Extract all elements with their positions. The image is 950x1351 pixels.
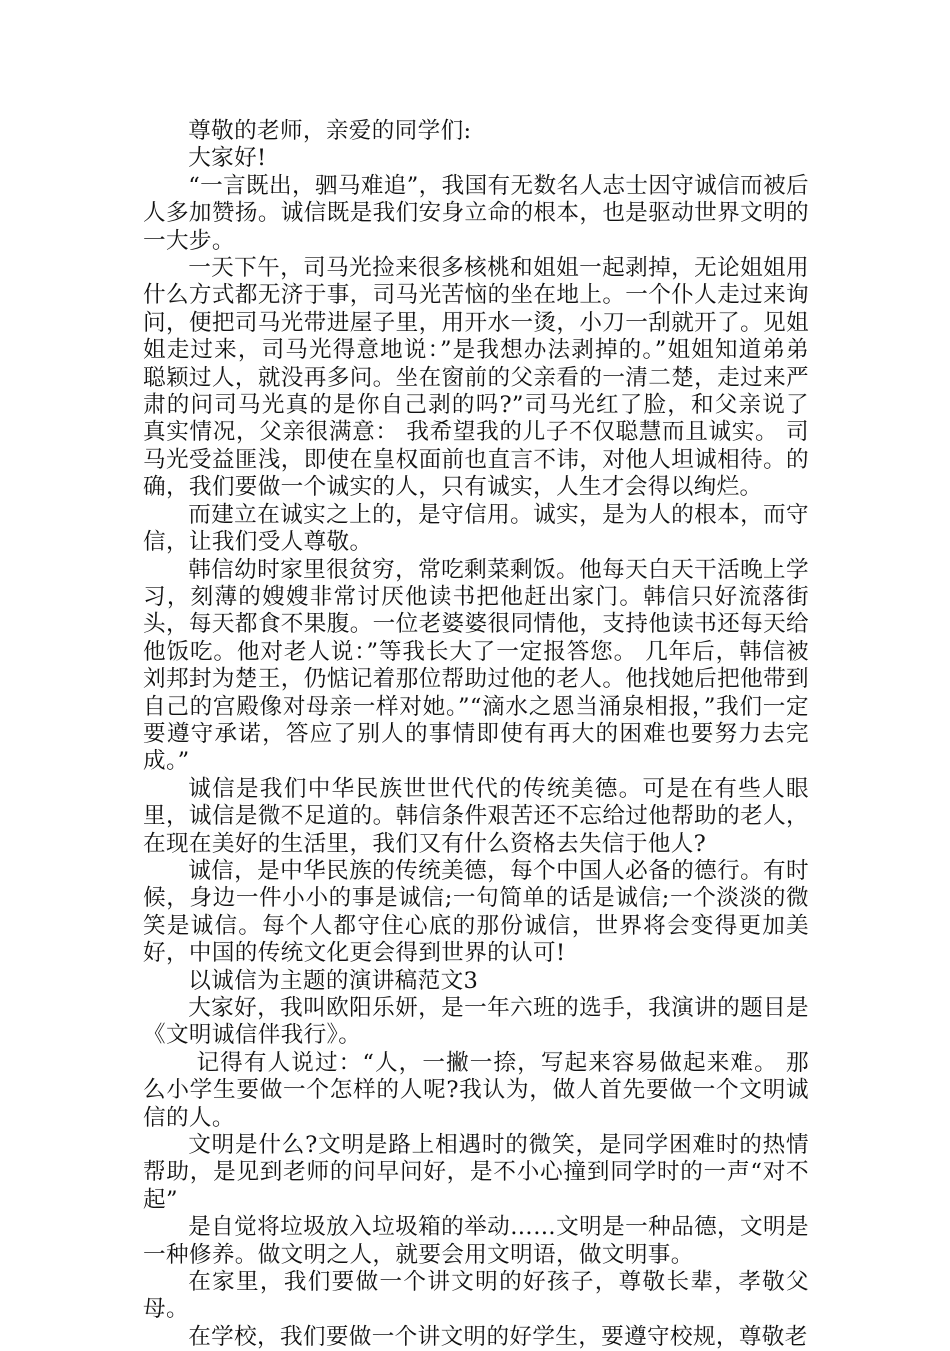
paragraph: 诚信，是中华民族的传统美德，每个中国人必备的德行。有时候，身边一件小小的事是诚信;一句简单的话是诚信;一个淡淡的微笑是诚信。每个人都守住心底的那份诚信，世界将会变得更加美好，中国的传统文化更会得到世界的认可! [143,857,809,967]
paragraph: 在学校，我们要做一个讲文明的好学生，要遵守校规，尊敬老 [188,1323,808,1350]
document-body [143,118,809,1351]
paragraph: 而建立在诚实之上的，是守信用。诚实，是为人的根本，而守信，让我们受人尊敬。 [143,501,809,556]
section-heading: 以诚信为主题的演讲稿范文3 [188,967,479,994]
paragraph: 韩信幼时家里很贫穷，常吃剩菜剩饭。他每天白天干活晚上学习，刻薄的嫂嫂非常讨厌他读书把他赶出家门。韩信只好流落街头，每天都食不果腹。一位老婆婆很同情他，支持他读书还每天给他饭吃。他对老人说：”等我长大了一定报答您。 几年后，韩信被刘邦封为楚王，仍惦记着那位帮助过他的老人。他找她后把他带到自己的宫殿像对母亲一样对她。”“滴水之恩当涌泉相报，”我们一定要遵守承诺，答应了别人的事情即使有再大的困难也要努力去完成。” [143,556,809,775]
greeting: 大家好! [188,145,267,172]
paragraph: 文明是什么?文明是路上相遇时的微笑，是同学困难时的热情帮助，是见到老师的问早问好，是不小心撞到同学时的一声“对不起” [143,1132,809,1213]
paragraph: 在家里，我们要做一个讲文明的好孩子，尊敬长辈，孝敬父母。 [143,1269,809,1323]
paragraph: 是自觉将垃圾放入垃圾箱的举动……文明是一种品德，文明是一种修养。做文明之人，就要会用文明语，做文明事。 [143,1214,809,1268]
paragraph: “一言既出，驷马难追”，我国有无数名人志士因守诚信而被后人多加赞扬。诚信既是我们安身立命的根本，也是驱动世界文明的一大步。 [143,172,809,254]
paragraph: 记得有人说过：“人，一撇一捺，写起来容易做起来难。 那么小学生要做一个怎样的人呢?我认为，做人首先要做一个文明诚信的人。 [143,1049,809,1131]
paragraph: 大家好，我叫欧阳乐妍，是一年六班的选手，我演讲的题目是《文明诚信伴我行》。 [143,995,809,1049]
salutation: 尊敬的老师，亲爱的同学们: [188,118,472,144]
paragraph: 诚信是我们中华民族世世代代的传统美德。可是在有些人眼里，诚信是微不足道的。韩信条件艰苦还不忘给过他帮助的老人，在现在美好的生活里，我们又有什么资格去失信于他人? [143,775,809,857]
paragraph: 一天下午，司马光捡来很多核桃和姐姐一起剥掉，无论姐姐用什么方式都无济于事，司马光苦恼的坐在地上。一个仆人走过来询问，便把司马光带进屋子里，用开水一烫，小刀一刮就开了。见姐姐走过来，司马光得意地说：”是我想办法剥掉的。”姐姐知道弟弟聪颖过人，就没再多问。坐在窗前的父亲看的一清二楚，走过来严肃的问司马光真的是你自己剥的吗?”司马光红了脸，和父亲说了真实情况，父亲很满意： 我希望我的儿子不仅聪慧而且诚实。 司马光受益匪浅，即使在皇权面前也直言不讳，对他人坦诚相待。的确，我们要做一个诚实的人，只有诚实，人生才会得以绚烂。 [143,255,809,501]
